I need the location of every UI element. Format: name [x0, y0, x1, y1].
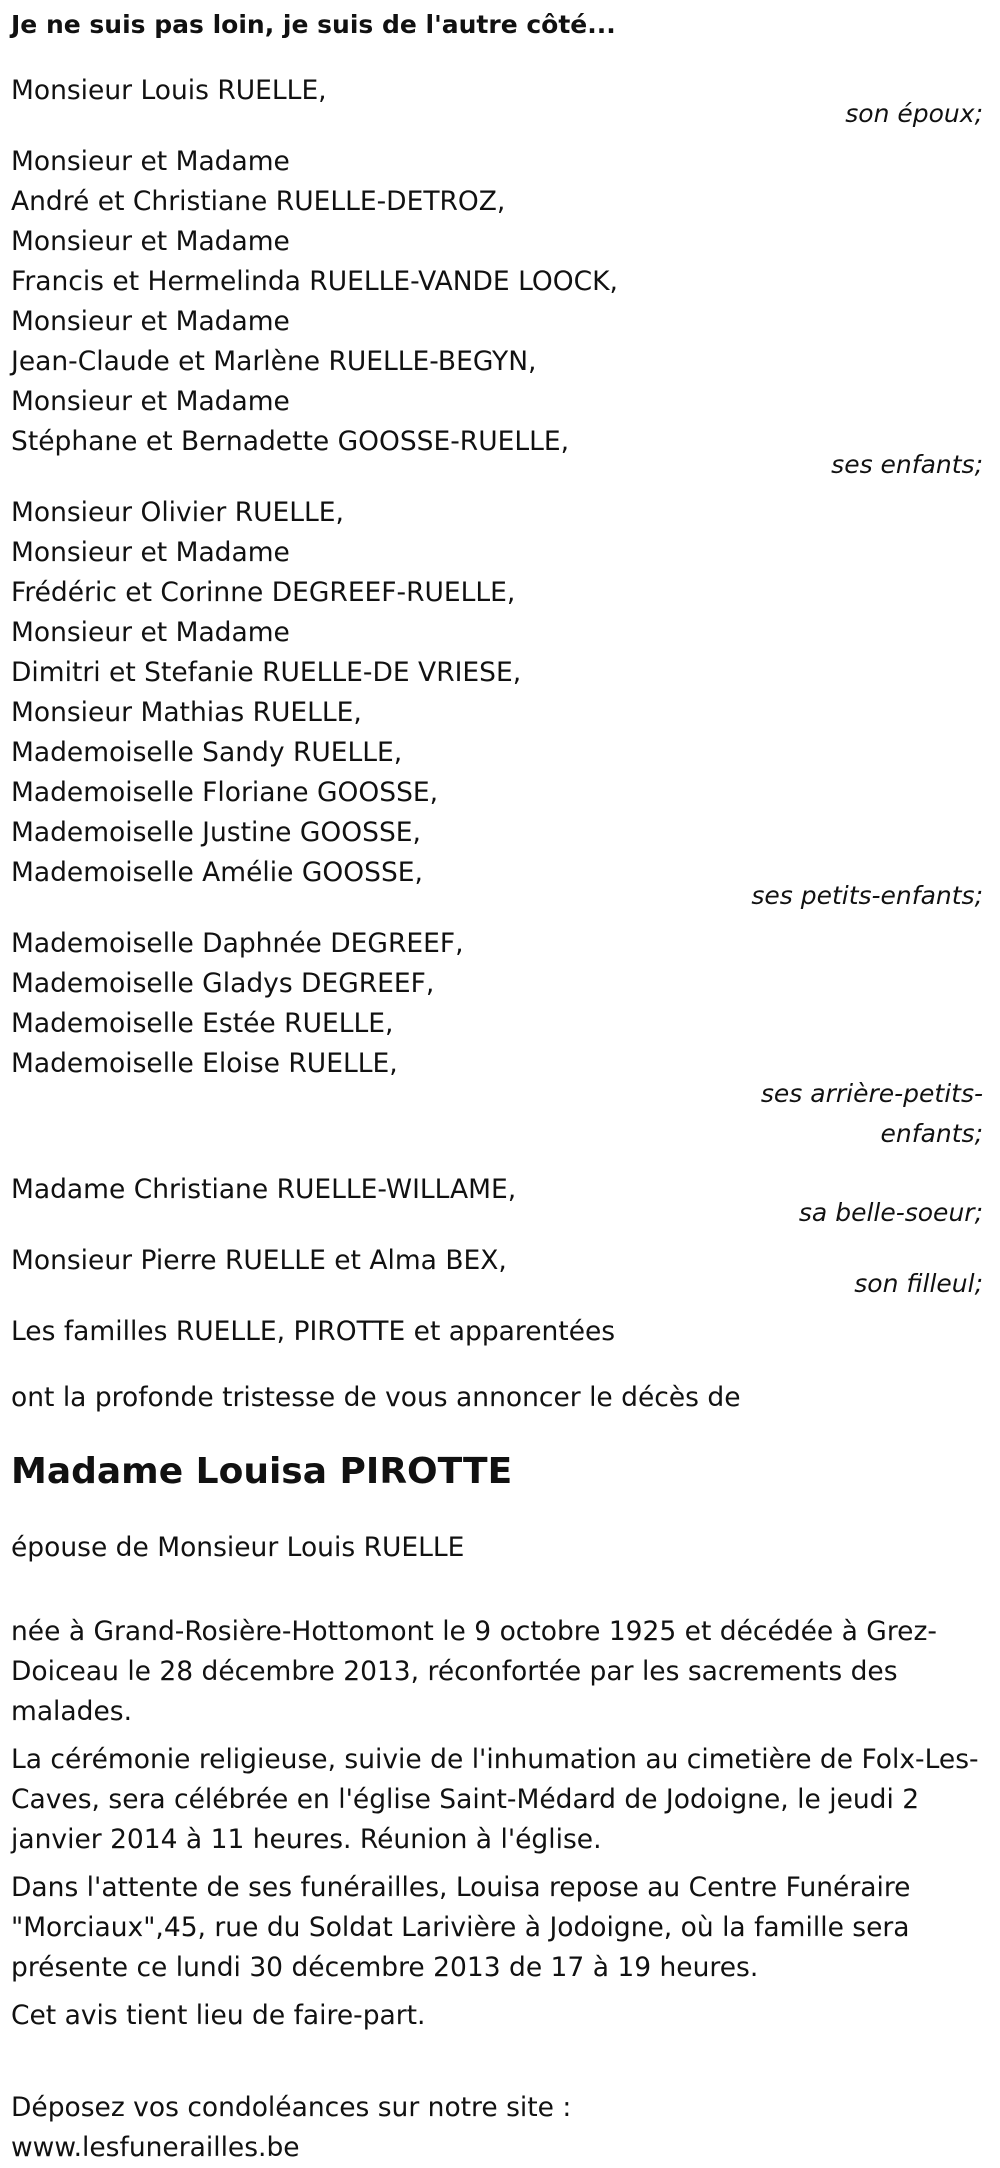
family-member-line: Madame Christiane RUELLE-WILLAME,	[11, 1174, 517, 1205]
family-group	[11, 924, 986, 1154]
family-member-line: Monsieur et Madame	[11, 386, 290, 417]
family-member-line: Monsieur Louis RUELLE,	[11, 75, 327, 106]
deceased-name: Madame Louisa PIROTTE	[11, 1451, 513, 1492]
family-member-line: André et Christiane RUELLE-DETROZ,	[11, 186, 506, 217]
family-member-line: Monsieur et Madame	[11, 306, 290, 337]
relation-label-line: son époux;	[845, 99, 983, 128]
family-group	[11, 1241, 986, 1304]
family-member-line: Monsieur Mathias RUELLE,	[11, 697, 362, 728]
family-member-line: Monsieur et Madame	[11, 226, 290, 257]
family-member-line: Mademoiselle Gladys DEGREEF,	[11, 968, 435, 999]
family-member-line: Francis et Hermelinda RUELLE-VANDE LOOCK,	[11, 266, 618, 297]
obituary-page	[0, 8, 1000, 2163]
relation-label-line: ses enfants;	[831, 450, 983, 479]
family-group	[11, 142, 986, 485]
relation-label	[11, 1074, 986, 1154]
announcement-text: ont la profonde tristesse de vous annoncer le décès de	[11, 1382, 741, 1413]
family-member-line: Mademoiselle Justine GOOSSE,	[11, 817, 421, 848]
family-member-line: Mademoiselle Estée RUELLE,	[11, 1008, 394, 1039]
family-member-line: Mademoiselle Floriane GOOSSE,	[11, 777, 439, 808]
relation-label-line: son filleul;	[854, 1269, 983, 1298]
family-list	[11, 71, 986, 1304]
family-member-line: Monsieur et Madame	[11, 146, 290, 177]
notice-paragraph: Cet avis tient lieu de faire-part.	[11, 2000, 426, 2031]
family-member-line: Mademoiselle Eloise RUELLE,	[11, 1048, 398, 1079]
family-member-line: Jean-Claude et Marlène RUELLE-BEGYN,	[11, 346, 537, 377]
family-member-line: Mademoiselle Sandy RUELLE,	[11, 737, 403, 768]
motto-heading: Je ne suis pas loin, je suis de l'autre côté...	[11, 10, 616, 39]
relation-label-line: ses arrière-petits-	[760, 1079, 983, 1108]
family-member-line: Monsieur Pierre RUELLE et Alma BEX,	[11, 1245, 507, 1276]
ceremony-paragraph: La cérémonie religieuse, suivie de l'inhumation au cimetière de Folx-Les-Caves, sera célébrée en l'église Saint-Médard de Jodoigne, le jeudi 2 janvier 2014 à 11 heures. Réunion à l'église.	[11, 1744, 979, 1855]
spouse-line: épouse de Monsieur Louis RUELLE	[11, 1532, 465, 1563]
family-member-line: Monsieur et Madame	[11, 537, 290, 568]
relation-label-line: sa belle-soeur;	[798, 1198, 983, 1227]
family-group	[11, 493, 986, 916]
family-member-line: Mademoiselle Amélie GOOSSE,	[11, 857, 423, 888]
condolences-site-link[interactable]: www.lesfunerailles.be	[11, 2132, 300, 2163]
family-member-line: Dimitri et Stefanie RUELLE-DE VRIESE,	[11, 657, 522, 688]
family-member-line: Monsieur Olivier RUELLE,	[11, 497, 344, 528]
family-group	[11, 71, 986, 134]
relation-label-line: ses petits-enfants;	[751, 881, 983, 910]
family-member-line: Monsieur et Madame	[11, 617, 290, 648]
family-member-line: Mademoiselle Daphnée DEGREEF,	[11, 928, 464, 959]
family-group	[11, 1170, 986, 1233]
relation-label-line: enfants;	[880, 1119, 983, 1148]
families-line: Les familles RUELLE, PIROTTE et apparentées	[11, 1316, 616, 1347]
birth-death-paragraph: née à Grand-Rosière-Hottomont le 9 octobre 1925 et décédée à Grez-Doiceau le 28 décembre 2013, réconfortée par les sacrements des malades.	[11, 1616, 937, 1727]
viewing-paragraph: Dans l'attente de ses funérailles, Louisa repose au Centre Funéraire "Morciaux",45, rue du Soldat Larivière à Jodoigne, où la famille sera présente ce lundi 30 décembre 2013 de 17 à 19 heures.	[11, 1872, 911, 1983]
family-member-line: Frédéric et Corinne DEGREEF-RUELLE,	[11, 577, 516, 608]
condolences-text: Déposez vos condoléances sur notre site :	[11, 2092, 572, 2123]
family-member-line: Stéphane et Bernadette GOOSSE-RUELLE,	[11, 426, 570, 457]
